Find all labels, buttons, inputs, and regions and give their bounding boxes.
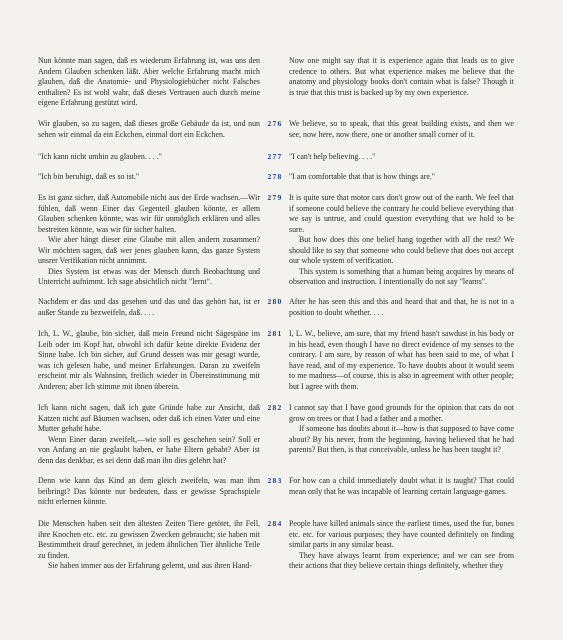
english-text (289, 403, 514, 456)
paragraph: Ich, L. W., glaube, bin sicher, daß mein Freund nicht Sägespäne im Leib oder im Kopf hat, obwohl ich dafür keine direkte Evidenz der Sinne habe. Ich bin sicher, auf Grund dessen was mir gesagt wurde, was ich gelesen habe, und meiner Erfahrungen. Daran zu zweifeln erscheint mir als Wahnsinn, freilich wieder in Übereinstimmung mit Anderen; aber Ich stimme mit ihnen überein. (38, 329, 260, 391)
paragraph: Wir glauben, so zu sagen, daß dieses große Gebäude da ist, und nun sehen wir einmal da ein Eckchen, einmal dort ein Eckchen. (38, 119, 260, 139)
paragraph: Sie haben immer aus der Erfahrung gelernt, und aus ihren Hand- (48, 561, 252, 570)
paragraph: Nun könnte man sagen, daß es wiederum Erfahrung ist, was uns den Andern Glauben schenken läßt. Aber welche Erfahrung macht mich glauben, daß die Anatomie- und Physiologiebücher nicht Falsches enthalten? Es ist wohl wahr, daß dieses Vertrauen auch durch meine eigene Erfahrung gestützt wird. (38, 56, 260, 107)
paragraph: Denn wie kann das Kind an dem gleich zweifeln, was man ihm beibringt? Das könnte nur bedeuten, dass er gewisse Sprachspiele nicht erlernen könnte. (38, 476, 260, 506)
paragraph: This system is something that a human being acquires by means of observation and instruction. I intentionally do not say "learns". (289, 266, 514, 286)
paragraph: Nachdem er das und das gesehen und das und das gehört hat, ist er außer Stande zu bezweifeln, daß. . . . (38, 297, 260, 317)
paragraph: "I am comfortable that that is how things are." (289, 172, 436, 181)
paragraph: "Ich kann nicht umhin zu glauben. . . ." (38, 152, 162, 161)
english-text (289, 297, 514, 318)
paragraph: For how can a child immediately doubt what it is taught? That could mean only that he was incapable of learning certain language-games. (289, 476, 514, 496)
section-number: 284 (267, 519, 283, 528)
paragraph: Die Menschen haben seit den ältesten Zeiten Tiere getötet, ihr Fell, ihre Knochen etc. etc. zu gewissen Zwecken gebraucht; sie haben mit Bestimmtheit drauf gerechnet, in jedem ähnlichen Tier ähnliche Teile zu finden. (38, 519, 260, 560)
paragraph: But how does this one belief hang together with all the rest? We should like to say that someone who could believe that does not accept our whole system of verification. (289, 235, 514, 265)
german-text (38, 172, 260, 183)
english-text (289, 172, 514, 183)
paragraph: After he has seen this and this and heard that and that, he is not in a position to doubt whether. . . . (289, 297, 514, 317)
english-text (289, 119, 514, 140)
english-text (289, 152, 514, 163)
paragraph: I cannot say that I have good grounds for the opinion that cats do not grow on trees or that I had a father and a mother. (289, 403, 514, 423)
paragraph: Ich kann nicht sagen, daß ich gute Gründe habe zur Ansicht, daß Katzen nicht auf Bäumen wachsen, oder daß ich einen Vater und eine Mutter gehabt habe. (38, 403, 260, 433)
paragraph: They have always learnt from experience; and we can see from their actions that they believe certain things definitely, whether they (289, 550, 514, 570)
german-text (38, 476, 260, 508)
english-text (289, 193, 514, 288)
paragraph: "Ich bin beruhigt, daß es so ist." (38, 172, 140, 181)
paragraph: "I can't help believing. . . ." (289, 152, 376, 161)
section-number: 283 (267, 476, 283, 485)
german-text (38, 152, 260, 163)
section-number: 279 (267, 193, 283, 202)
paragraph: Wie aber hängt dieser eine Glaube mit allen andern zusammen? Wir möchten sagen, daß wer jenes glauben kann, das ganze System unsrer Verifikation nicht annimmt. (38, 235, 260, 265)
paragraph: Now one might say that it is experience again that leads us to give credence to others. But what experience makes me believe that the anatomy and physiology books don't contain what is false? Though it is true that this trust is backed up by my own experience. (289, 56, 514, 97)
section-number: 282 (267, 403, 283, 412)
english-text (289, 56, 514, 98)
german-text (38, 519, 260, 572)
section-number: 280 (267, 297, 283, 306)
paragraph: Wenn Einer daran zweifelt,—wie soll es geschehen sein? Soll er von Anfang an nie geglaubt haben, er habe Eltern gehabt? Aber ist denn das denkbar, es sei denn daß man ihn dies gelehrt hat? (38, 434, 260, 465)
german-text (38, 56, 260, 109)
english-text (289, 329, 514, 392)
german-text (38, 193, 260, 288)
german-text (38, 119, 260, 140)
section-number: 276 (267, 119, 283, 128)
section-number: 277 (267, 152, 283, 161)
section-number: 278 (267, 172, 283, 181)
german-text (38, 403, 260, 466)
german-text (38, 297, 260, 318)
paragraph: I, L. W., believe, am sure, that my friend hasn't sawdust in his body or in his head, even though I have no direct evidence of my senses to the contrary. I am sure, by reason of what has been said to me, of what I have read, and of my experience. To have doubts about it would seem to me madness—of course, this is also in agreement with other people; but I agree with them. (289, 329, 514, 391)
english-text (289, 519, 514, 572)
english-text (289, 476, 514, 497)
german-text (38, 329, 260, 392)
paragraph: If someone has doubts about it—how is that supposed to have come about? By his never, from the beginning, having believed that he had parents? But then, is that conceivable, unless he has been taught it? (289, 424, 514, 454)
paragraph: People have killed animals since the earliest times, used the fur, bones etc. etc. for various purposes; they have counted definitely on finding similar parts in any similar beast. (289, 519, 514, 549)
section-number: 281 (267, 329, 283, 338)
paragraph: We believe, so to speak, that this great building exists, and then we see, now here, now there, one or another small corner of it. (289, 119, 514, 139)
paragraph: Es ist ganz sicher, daß Automobile nicht aus der Erde wachsen.—Wir fühlen, daß wenn Einer das Gegenteil glauben könnte, er allem Glauben schenken könnte, was wir für unmöglich erklären und alles bestreiten könnte, was wir für sicher halten. (38, 193, 260, 234)
paragraph: Dies System ist etwas was der Mensch durch Beobachtung und Unterricht aufnimmt. Ich sage absichtlich nicht "lernt". (38, 266, 260, 286)
paragraph: It is quite sure that motor cars don't grow out of the earth. We feel that if someone could believe the contrary he could believe everything that we say is untrue, and could question everything that we hold to be sure. (289, 193, 514, 234)
